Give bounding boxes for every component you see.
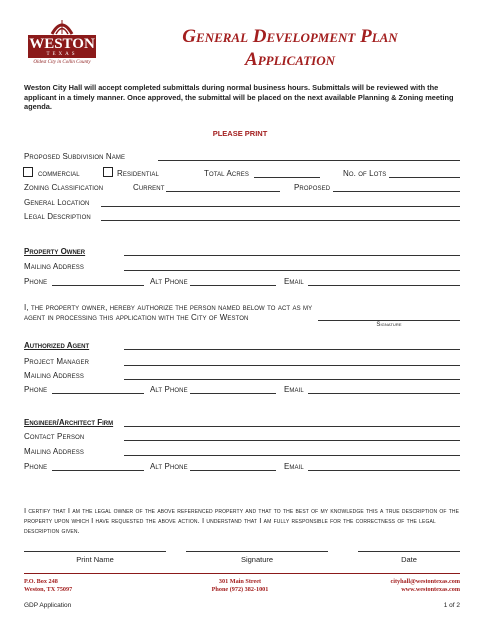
general-location-label: General Location — [24, 198, 90, 207]
agent-heading: Authorized Agent — [24, 341, 90, 350]
general-location-field[interactable] — [101, 206, 460, 207]
footer-email[interactable]: cityhall@westontexas.com — [390, 578, 460, 585]
engineer-contact-label: Contact Person — [24, 432, 85, 441]
footer-phone: Phone (972) 382-1001 — [211, 586, 269, 593]
applicant-signature-field[interactable] — [186, 551, 328, 552]
agent-manager-label: Project Manager — [24, 357, 90, 366]
agent-phone-field[interactable] — [52, 393, 144, 394]
engineer-name-field[interactable] — [124, 426, 460, 427]
owner-heading: Property Owner — [24, 247, 86, 256]
agent-phone-label: Phone — [24, 385, 48, 394]
logo-tagline: Oldest City in Collin County — [33, 60, 91, 65]
residential-label: Residential — [117, 169, 159, 178]
footer-divider — [24, 573, 460, 574]
print-name-label: Print Name — [76, 555, 114, 564]
agent-alt-phone-label: Alt Phone — [150, 385, 188, 394]
certify-text: I certify that I am the legal owner of the above referenced property and that to the best of my knowledge this a true description of the property upon which I have requested the above action. I understand that I am fully responsible for the correctness of the legal description given. — [24, 506, 460, 535]
agent-alt-phone-field[interactable] — [190, 393, 276, 394]
owner-phone-label: Phone — [24, 277, 48, 286]
footer-web[interactable]: www.westontexas.com — [401, 586, 460, 593]
owner-email-field[interactable] — [308, 285, 460, 286]
footer-city: Weston, TX 75097 — [24, 586, 73, 593]
engineer-alt-phone-label: Alt Phone — [150, 462, 188, 471]
engineer-contact-field[interactable] — [124, 440, 460, 441]
total-acres-field[interactable] — [254, 177, 320, 178]
agent-manager-field[interactable] — [124, 365, 460, 366]
current-label: Current — [133, 183, 165, 192]
engineer-mailing-field[interactable] — [124, 455, 460, 456]
lots-field[interactable] — [389, 177, 460, 178]
city-logo — [22, 12, 102, 70]
owner-mailing-label: Mailing Address — [24, 262, 84, 271]
owner-mailing-field[interactable] — [124, 270, 460, 271]
agent-mailing-label: Mailing Address — [24, 371, 84, 380]
commercial-label: commercial — [38, 169, 80, 178]
residential-checkbox[interactable] — [103, 167, 113, 177]
legal-description-field[interactable] — [101, 220, 460, 221]
date-field[interactable] — [358, 551, 460, 552]
legal-description-label: Legal Description — [24, 212, 91, 221]
subdivision-field[interactable] — [158, 160, 460, 161]
engineer-phone-field[interactable] — [52, 470, 144, 471]
footer-street: 301 Main Street — [218, 578, 262, 585]
date-label: Date — [401, 555, 417, 564]
page-title-line2: Application — [245, 49, 335, 70]
print-name-field[interactable] — [24, 551, 166, 552]
zoning-label: Zoning Classification — [24, 183, 104, 192]
intro-text: Weston City Hall will accept completed submittals during normal business hours. Submittals will be reviewed with the applicant in a timely manner. Once approved, the submittal will be placed on the next available Planning & Zoning meeting agenda. — [24, 83, 454, 112]
agent-mailing-field[interactable] — [124, 379, 460, 380]
page-title-line1: General Development Plan — [182, 26, 398, 47]
proposed-zoning-field[interactable] — [333, 191, 460, 192]
engineer-alt-phone-field[interactable] — [190, 470, 276, 471]
applicant-signature-label: Signature — [240, 555, 274, 564]
lots-label: No. of Lots — [343, 169, 387, 178]
engineer-heading: Engineer/Architect Firm — [24, 418, 114, 427]
agent-email-label: Email — [284, 385, 304, 394]
authorize-text: I, the property owner, hereby authorize the person named below to act as my agent in processing this application with the City of Weston — [24, 303, 313, 322]
engineer-mailing-label: Mailing Address — [24, 447, 84, 456]
engineer-email-field[interactable] — [308, 470, 460, 471]
owner-phone-field[interactable] — [52, 285, 144, 286]
owner-name-field[interactable] — [124, 255, 460, 256]
agent-name-field[interactable] — [124, 349, 460, 350]
owner-email-label: Email — [284, 277, 304, 286]
engineer-phone-label: Phone — [24, 462, 48, 471]
owner-alt-phone-field[interactable] — [190, 285, 276, 286]
doc-name: GDP Application — [24, 602, 72, 609]
commercial-checkbox[interactable] — [23, 167, 33, 177]
current-zoning-field[interactable] — [166, 191, 280, 192]
engineer-email-label: Email — [284, 462, 304, 471]
subdivision-label: Proposed Subdivision Name — [24, 152, 126, 161]
owner-signature-field[interactable] — [318, 320, 460, 321]
please-print-label: PLEASE PRINT — [212, 129, 268, 138]
agent-email-field[interactable] — [308, 393, 460, 394]
owner-alt-phone-label: Alt Phone — [150, 277, 188, 286]
total-acres-label: Total Acres — [204, 169, 249, 178]
footer-po-box: P.O. Box 248 — [24, 578, 58, 585]
owner-signature-label: Signature — [376, 322, 402, 328]
page-number: 1 of 2 — [443, 602, 460, 609]
proposed-label: Proposed — [294, 183, 331, 192]
logo-name: WESTON — [29, 36, 95, 52]
logo-sub: TEXAS — [46, 52, 78, 57]
